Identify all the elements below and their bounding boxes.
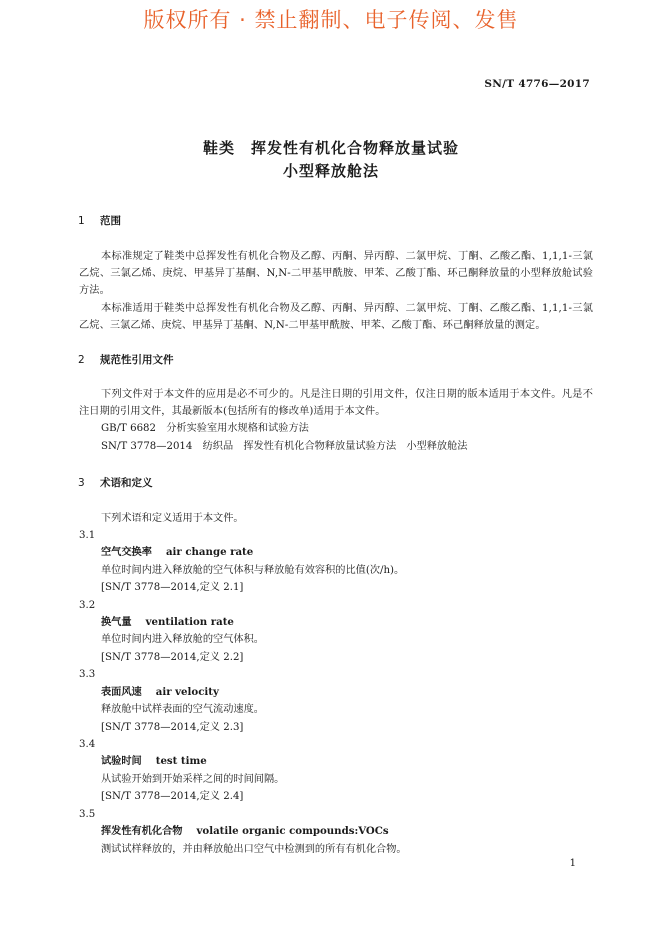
term-definition: 从试验开始到开始采样之间的时间间隔。	[101, 774, 285, 785]
term-zh: 表面风速	[101, 687, 142, 698]
term-number: 3.5	[79, 809, 96, 820]
term-name	[101, 823, 389, 840]
term-name	[101, 753, 207, 770]
term-number: 3.4	[79, 739, 96, 750]
term-name	[101, 614, 234, 631]
section-number: 2	[78, 354, 85, 366]
term-number: 3.1	[79, 530, 96, 541]
term-zh: 挥发性有机化合物	[101, 826, 183, 837]
section-number: 3	[78, 477, 85, 489]
section-number: 1	[78, 215, 85, 227]
term-source: [SN/T 3778—2014,定义 2.1]	[101, 582, 244, 593]
term-zh: 空气交换率	[101, 547, 152, 558]
section-heading-scope	[78, 213, 121, 228]
page-number: 1	[569, 858, 576, 869]
term-source: [SN/T 3778—2014,定义 2.4]	[101, 791, 244, 802]
term-name	[101, 684, 219, 701]
term-name	[101, 544, 253, 561]
term-source: [SN/T 3778—2014,定义 2.2]	[101, 652, 244, 663]
scope-paragraph-1: 本标准规定了鞋类中总挥发性有机化合物及乙醇、丙酮、异丙醇、二氯甲烷、丁酮、乙酸乙酯、1,1,1-三氯乙烷、三氯乙烯、庚烷、甲基异丁基酮、N,N-二甲基甲酰胺、甲苯、乙酸丁酯、环己酮释放量的小型释放舱试验方法。	[79, 251, 593, 297]
term-definition: 单位时间内进入释放舱的空气体积与释放舱有效容积的比值(次/h)。	[101, 565, 405, 576]
standard-number: SN/T 4776—2017	[484, 78, 590, 90]
term-en: air change rate	[165, 546, 254, 558]
term-number: 3.3	[79, 669, 96, 680]
term-definition: 释放舱中试样表面的空气流动速度。	[101, 704, 264, 715]
section-heading-terms	[78, 475, 153, 490]
term-source: [SN/T 3778—2014,定义 2.3]	[101, 722, 244, 733]
term-definition: 单位时间内进入释放舱的空气体积。	[101, 634, 264, 645]
term-en: air velocity	[155, 686, 219, 698]
section-title: 规范性引用文件	[100, 354, 174, 366]
document-title: 鞋类 挥发性有机化合物释放量试验	[202, 139, 459, 157]
section-title: 范围	[100, 215, 121, 227]
reference-item: SN/T 3778—2014 纺织品 挥发性有机化合物释放量试验方法 小型释放舱法	[101, 441, 468, 452]
term-en: volatile organic compounds:VOCs	[196, 825, 389, 837]
reference-item: GB/T 6682 分析实验室用水规格和试验方法	[101, 423, 309, 434]
term-number: 3.2	[79, 600, 96, 611]
term-definition: 测试试样释放的，并由释放舱出口空气中检测到的所有有机化合物。	[101, 844, 407, 855]
references-intro: 下列文件对于本文件的应用是必不可少的。凡是注日期的引用文件，仅注日期的版本适用于本文件。凡是不注日期的引用文件，其最新版本(包括所有的修改单)适用于本文件。	[79, 389, 593, 418]
terms-intro: 下列术语和定义适用于本文件。	[101, 513, 244, 524]
term-zh: 试验时间	[101, 756, 142, 767]
term-en: ventilation rate	[145, 616, 234, 628]
copyright-banner: 版权所有 · 禁止翻制、电子传阅、发售	[143, 8, 519, 32]
document-subtitle: 小型释放舱法	[282, 162, 379, 180]
section-title: 术语和定义	[100, 477, 153, 489]
section-heading-references	[78, 352, 174, 367]
term-en: test time	[155, 755, 207, 767]
scope-paragraph-2: 本标准适用于鞋类中总挥发性有机化合物及乙醇、丙酮、异丙醇、二氯甲烷、丁酮、乙酸乙酯、1,1,1-三氯乙烷、三氯乙烯、庚烷、甲基异丁基酮、N,N-二甲基甲酰胺、甲苯、乙酸丁酯、环己酮释放量的测定。	[79, 303, 593, 332]
term-zh: 换气量	[101, 617, 132, 628]
